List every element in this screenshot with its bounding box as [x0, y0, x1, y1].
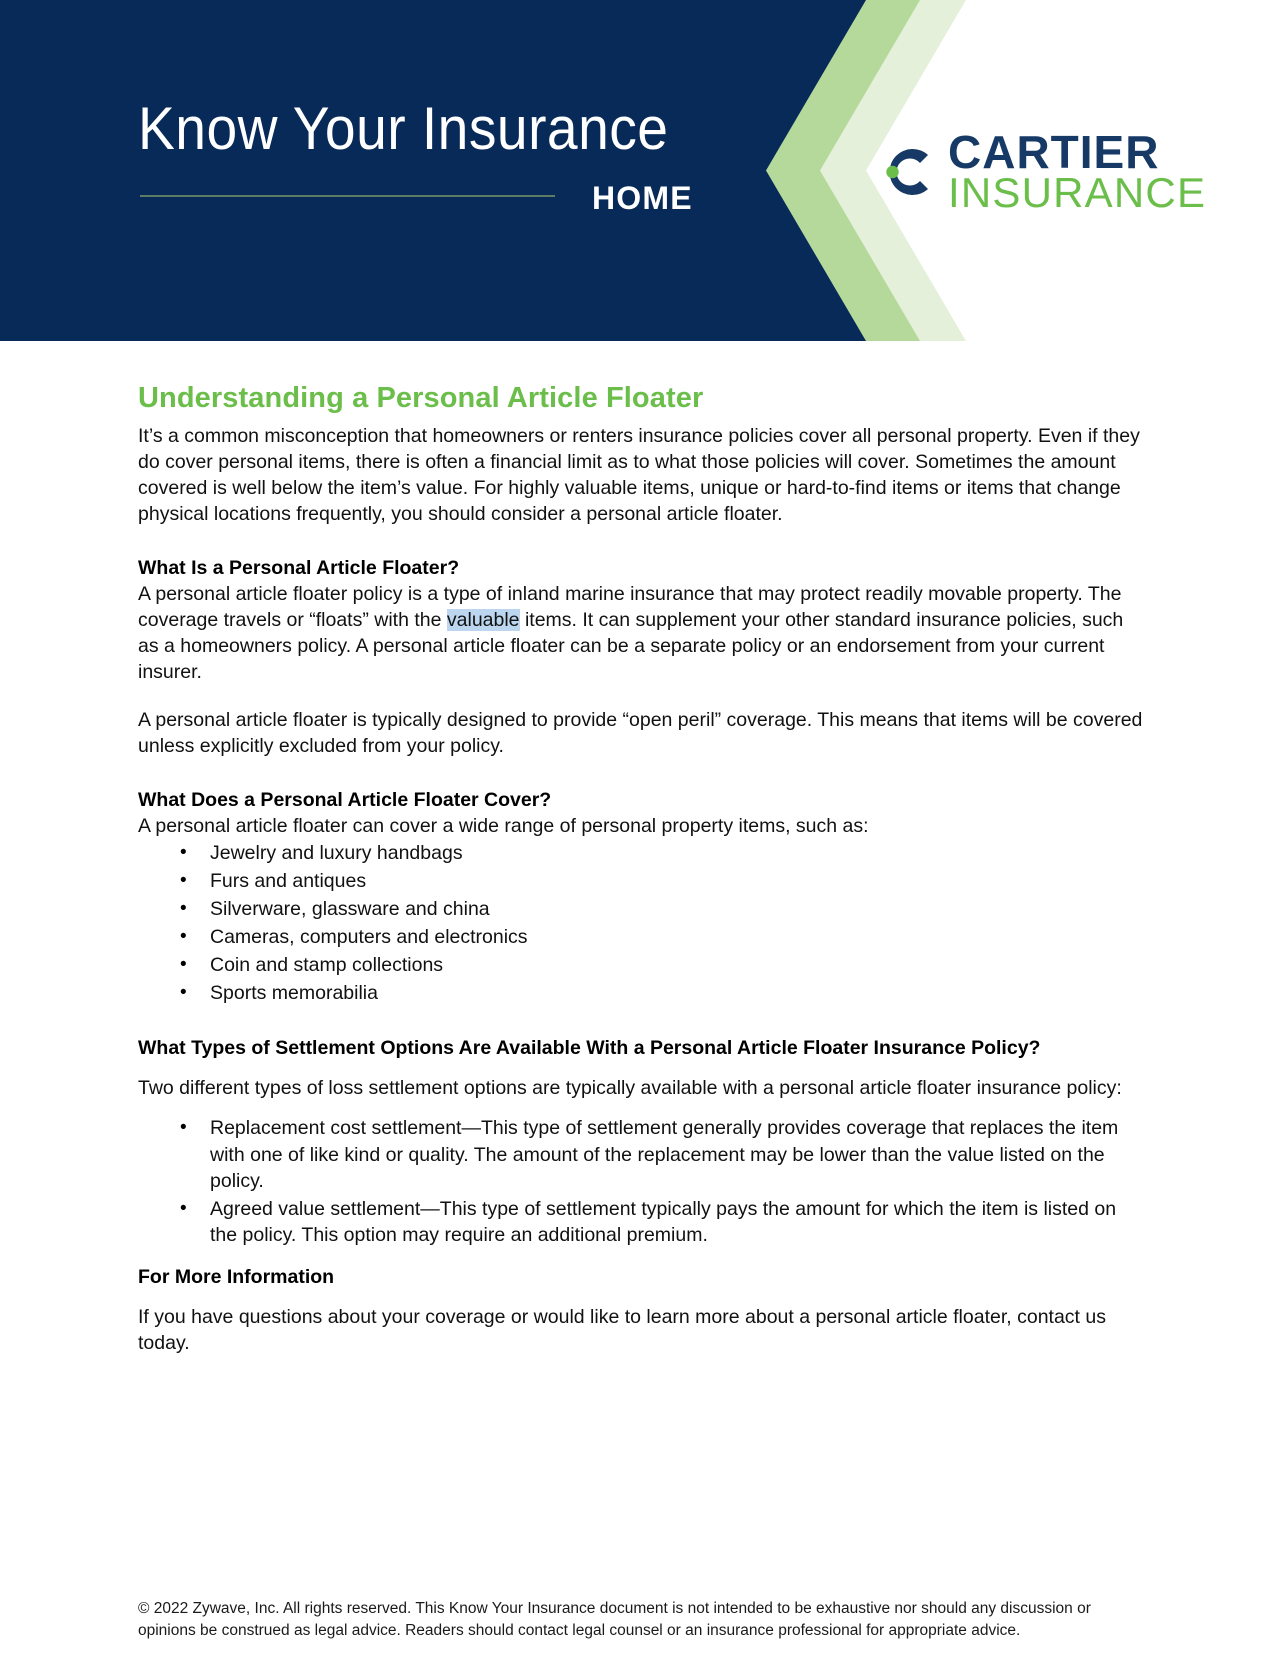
what-is-text-part1: A personal article floater policy is a type of inland marine insurance that may protect readily movable property. The coverage travels or “floats” with the	[138, 583, 1122, 631]
what-covers-lead: A personal article floater can cover a wide range of personal property items, such as:	[138, 815, 869, 837]
spacer	[138, 1250, 1148, 1264]
cartier-insurance-logo	[876, 126, 1207, 216]
page-header	[0, 0, 1286, 341]
section-heading-what-is: What Is a Personal Article Floater?	[138, 557, 460, 579]
list-item: • Replacement cost settlement—This type of settlement generally provides coverage that replaces the item with one of like kind or quality. The amount of the replacement may be lower than the value listed on the policy.	[138, 1115, 1148, 1195]
highlighted-selection: valuable	[446, 609, 520, 631]
settlement-lead: Two different types of loss settlement options are typically available with a personal article floater insurance policy:	[138, 1077, 1122, 1099]
spacer	[138, 1101, 1148, 1115]
section-heading-what-covers: What Does a Personal Article Floater Cover?	[138, 789, 552, 811]
intro-paragraph: It’s a common misconception that homeowners or renters insurance policies cover all personal property. Even if they do cover personal items, there is often a financial limit as to what those policies will cover. Sometimes the amount covered is well below the item’s value. For highly valuable items, unique or hard-to-find items or items that change physical locations frequently, you should consider a personal article floater.	[138, 425, 1140, 525]
logo-c-mark-icon	[876, 141, 938, 203]
header-divider-rule	[140, 195, 555, 197]
list-item: • Furs and antiques	[138, 867, 1148, 895]
section-heading-settlement: What Types of Settlement Options Are Available With a Personal Article Floater Insurance Policy?	[138, 1037, 1041, 1059]
spacer	[138, 685, 1148, 707]
spacer	[138, 759, 1148, 787]
footer-disclaimer: © 2022 Zywave, Inc. All rights reserved. This Know Your Insurance document is not intended to be exhaustive nor should any discussion or opinions be construed as legal advice. Readers should contact legal counsel or an insurance professional for appropriate advice.	[138, 1600, 1091, 1639]
header-title: Know Your Insurance	[138, 95, 669, 162]
list-item: • Agreed value settlement—This type of settlement typically pays the amount for which the item is listed on the policy. This option may require an additional premium.	[138, 1196, 1148, 1249]
list-item: • Cameras, computers and electronics	[138, 923, 1148, 951]
header-subtitle: HOME	[592, 180, 693, 216]
spacer	[138, 1007, 1148, 1035]
list-item: • Silverware, glassware and china	[138, 895, 1148, 923]
document-body	[138, 381, 1148, 1356]
list-item: • Jewelry and luxury handbags	[138, 839, 1148, 867]
logo-name-primary: CARTIER	[948, 126, 1160, 178]
list-item: • Sports memorabilia	[138, 979, 1148, 1007]
list-item: • Coin and stamp collections	[138, 951, 1148, 979]
page-title: Understanding a Personal Article Floater	[138, 382, 704, 414]
logo-wordmark	[948, 126, 1207, 216]
what-is-text-part2: items. It can supplement your other standard insurance policies, such as a homeowners policy. A personal article floater can be a separate policy or an endorsement from your current insurer.	[138, 609, 1124, 683]
covered-items-list	[138, 839, 1148, 1007]
settlement-options-list	[138, 1115, 1148, 1249]
logo-name-secondary: INSURANCE	[948, 169, 1207, 216]
section-heading-more-info: For More Information	[138, 1265, 335, 1288]
spacer	[138, 1290, 1148, 1304]
spacer	[138, 527, 1148, 555]
header-navy-panel	[0, 0, 866, 341]
open-peril-paragraph: A personal article floater is typically designed to provide “open peril” coverage. This means that items will be covered unless explicitly excluded from your policy.	[138, 709, 1143, 757]
spacer	[138, 1061, 1148, 1075]
what-is-paragraph	[138, 581, 1148, 685]
more-info-paragraph: If you have questions about your coverage or would like to learn more about a personal article floater, contact us today.	[138, 1305, 1106, 1354]
